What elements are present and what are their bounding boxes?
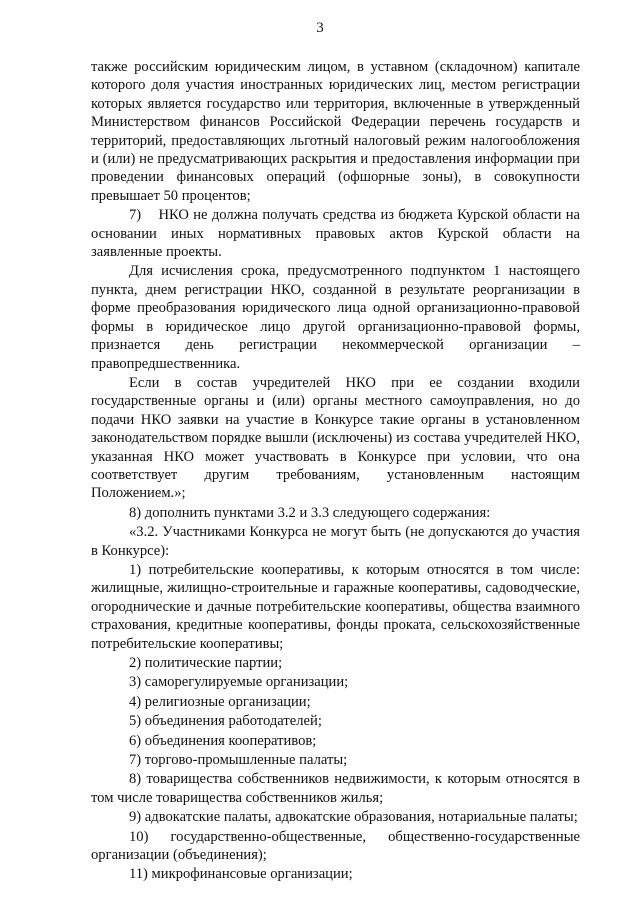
- paragraph-registration-term: Для исчисления срока, предусмотренного подпунктом 1 настоящего пункта, днем регистрации НКО, созданной в результате реорганизации в форме преобразования юридического лица одной организационно-правовой формы в юридическое лицо другой организационно-правовой формы, признается день регистрации некоммерческой организации – правопредшественника.: [91, 263, 580, 372]
- paragraph-foreign-entities: также российским юридическим лицом, в уставном (складочном) капитале которого доля участия иностранных юридических лиц, местом регистрации которых является государство или территория, включенные в утвержденный Министерством финансов Российской Федерации перечень государств и территорий, предоставляющих льготный налоговый режим налогообложения и (или) не предусматривающих раскрытия и предоставления информации при проведении финансовых операций (офшорные зоны), в совокупности превышает 50 процентов;: [91, 59, 580, 204]
- list-item-2: 2) политические партии;: [129, 655, 283, 671]
- list-item-11: 11) микрофинансовые организации;: [129, 866, 353, 883]
- paragraph-founders: Если в состав учредителей НКО при ее создании входили государственные органы и (или) органы местного самоуправления, но до подачи НКО заявки на участие в Конкурсе такие органы в установленном законодательством порядке вышли (исключены) из состава учредителей НКО, указанная НКО может участвовать в Конкурсе при условии, что она соответствует другим требованиям, установленным настоящим Положением.»;: [91, 374, 580, 502]
- list-item-9: 9) адвокатские палаты, адвокатские образования, нотариальные палаты;: [129, 809, 578, 826]
- list-item-3: 3) саморегулируемые организации;: [129, 674, 349, 691]
- page-number: 3: [316, 20, 324, 36]
- paragraph-item-7: 7) НКО не должна получать средства из бюджета Курской области на основании иных нормативных правовых актов Курской области на заявленные проекты.: [91, 207, 580, 261]
- list-item-4: 4) религиозные организации;: [129, 693, 311, 710]
- list-item-6: 6) объединения кооперативов;: [129, 732, 317, 749]
- document-body: [91, 58, 580, 884]
- list-item-10: 10) государственно-общественные, общественно-государственные организации (объединения);: [91, 828, 580, 864]
- paragraph-clause-3-2: «3.2. Участниками Конкурса не могут быть (не допускаются до участия в Конкурсе):: [91, 524, 580, 559]
- paragraph-item-8: 8) дополнить пунктами 3.2 и 3.3 следующего содержания:: [129, 504, 491, 521]
- list-item-7: 7) торгово-промышленные палаты;: [129, 752, 348, 769]
- list-item-8: 8) товарищества собственников недвижимости, к которым относятся в том числе товарищества собственников жилья;: [91, 771, 580, 806]
- list-item-5: 5) объединения работодателей;: [129, 713, 322, 730]
- list-item-1: 1) потребительские кооперативы, к которым относятся в том числе: жилищные, жилищно-строительные и гаражные кооперативы, садоводческие, огороднические и дачные потребительские кооперативы, общества взаимного страхования, кредитные кооперативы, фонды проката, сельскохозяйственные потребительские кооперативы;: [91, 561, 580, 652]
